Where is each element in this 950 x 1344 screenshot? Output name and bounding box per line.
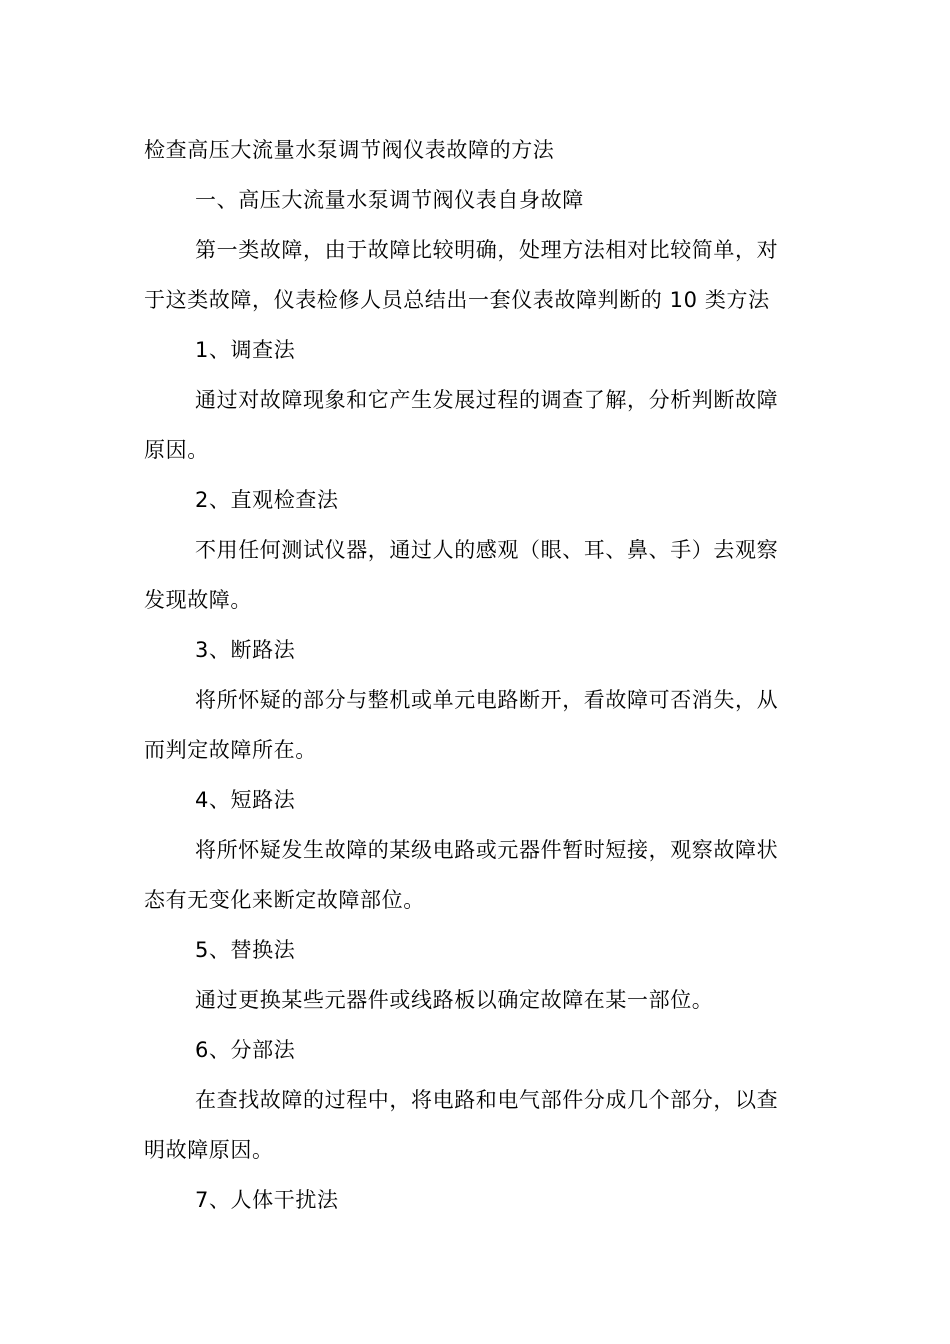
- paragraph-line: 于这类故障，仪表检修人员总结出一套仪表故障判断的 10 类方法: [144, 288, 770, 312]
- paragraph: [144, 235, 824, 335]
- paragraph-line: 在查找故障的过程中，将电路和电气部件分成几个部分，以查: [195, 1088, 779, 1112]
- paragraph: [144, 185, 824, 235]
- paragraph-line: 2、直观检查法: [195, 488, 339, 512]
- paragraph-line: 而判定故障所在。: [144, 738, 317, 762]
- document-title: 检查高压大流量水泵调节阀仪表故障的方法: [144, 138, 555, 162]
- paragraph: [144, 785, 824, 835]
- document-body: [144, 135, 824, 1235]
- paragraph: [144, 1085, 824, 1185]
- paragraph-line: 通过对故障现象和它产生发展过程的调查了解，分析判断故障: [195, 388, 779, 412]
- paragraph-line: 6、分部法: [195, 1038, 296, 1062]
- paragraph-line: 5、替换法: [195, 938, 296, 962]
- paragraph: [144, 335, 824, 385]
- paragraph: [144, 385, 824, 485]
- paragraph: [144, 935, 824, 985]
- paragraph: [144, 635, 824, 685]
- paragraph-line: 将所怀疑的部分与整机或单元电路断开，看故障可否消失，从: [195, 688, 779, 712]
- paragraph: [144, 835, 824, 935]
- paragraph: [144, 1185, 824, 1235]
- paragraph-line: 通过更换某些元器件或线路板以确定故障在某一部位。: [195, 988, 714, 1012]
- paragraph: [144, 485, 824, 535]
- paragraph-line: 1、调查法: [195, 338, 296, 362]
- paragraph-line: 第一类故障，由于故障比较明确，处理方法相对比较简单，对: [195, 238, 779, 262]
- paragraph-line: 7、人体干扰法: [195, 1188, 339, 1212]
- paragraph: [144, 985, 824, 1035]
- paragraph: [144, 685, 824, 785]
- paragraph-line: 3、断路法: [195, 638, 296, 662]
- paragraph: [144, 1035, 824, 1085]
- paragraph: [144, 535, 824, 635]
- paragraph-line: 态有无变化来断定故障部位。: [144, 888, 425, 912]
- paragraph-line: 一、高压大流量水泵调节阀仪表自身故障: [195, 188, 584, 212]
- paragraph-line: 发现故障。: [144, 588, 252, 612]
- paragraph-line: 将所怀疑发生故障的某级电路或元器件暂时短接，观察故障状: [195, 838, 779, 862]
- paragraph-line: 原因。: [144, 438, 209, 462]
- paragraph-line: 不用任何测试仪器，通过人的感观（眼、耳、鼻、手）去观察: [195, 538, 779, 562]
- paragraph-line: 明故障原因。: [144, 1138, 274, 1162]
- paragraph-line: 4、短路法: [195, 788, 296, 812]
